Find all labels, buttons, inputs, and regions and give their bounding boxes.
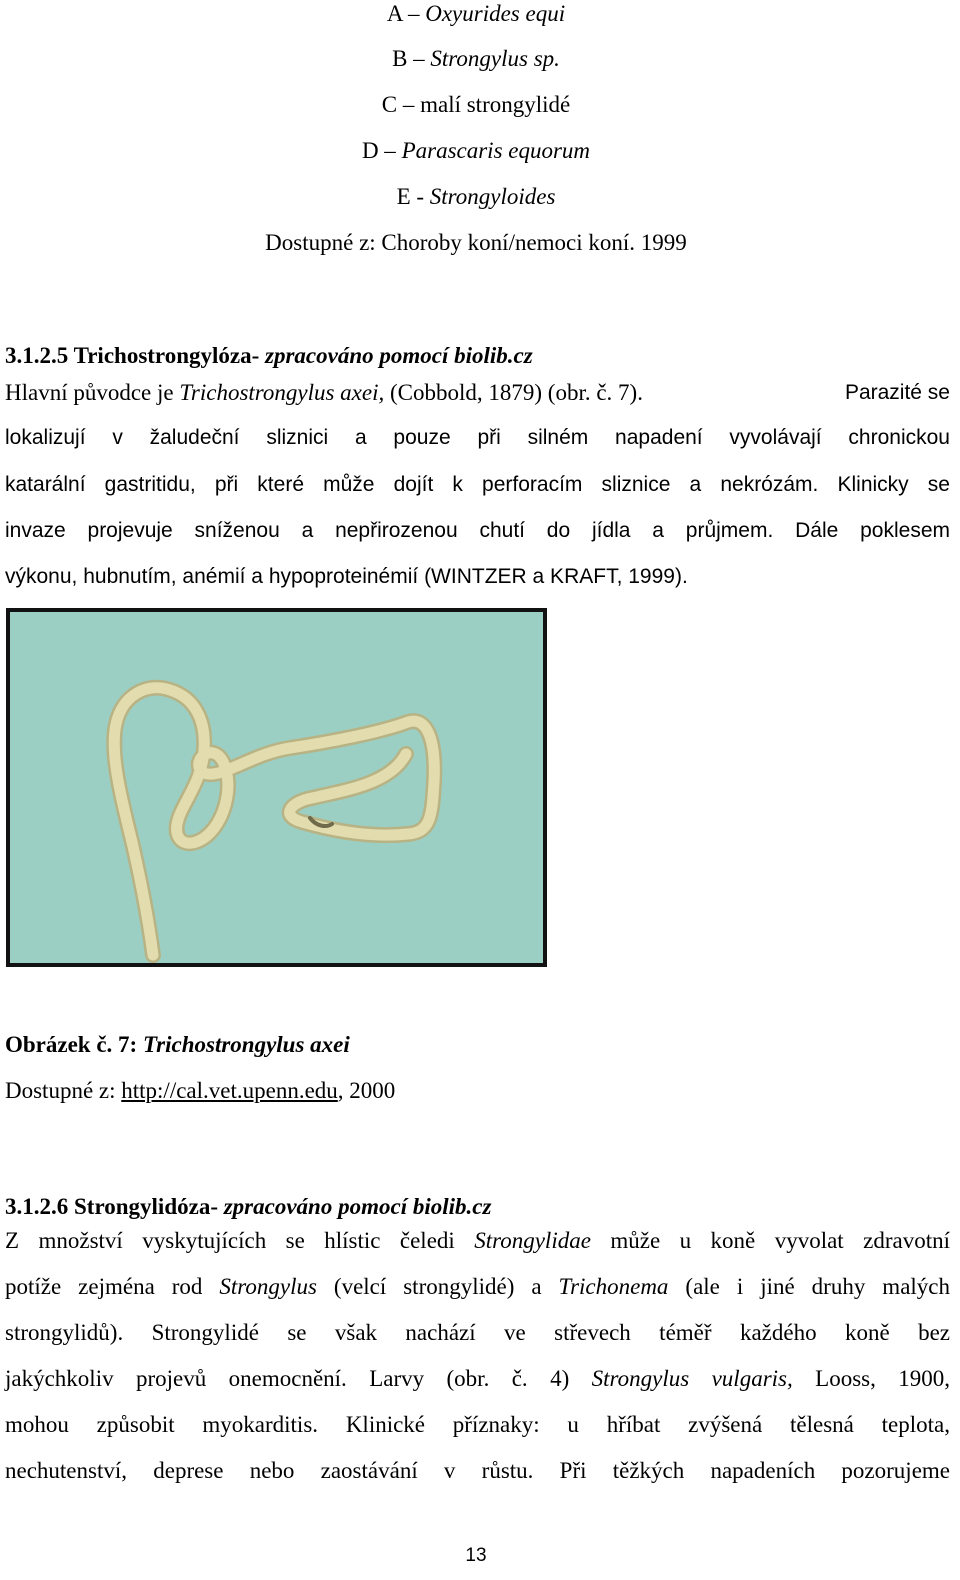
paragraph-line: nechutenství, deprese nebo zaostávání v růstu. Při těžkých napadeních pozorujeme — [5, 1458, 950, 1483]
paragraph-line: lokalizují v žaludeční sliznici a pouze při silném napadení vyvolávají chronickou — [5, 426, 950, 449]
legend-c: C – malí strongylidé — [381, 92, 571, 117]
paragraph-line: katarální gastritidu, při které může dojít k perforacím sliznice a nekrózám. Klinicky se — [5, 473, 950, 496]
paragraph-line: mohou způsobit myokarditis. Klinické příznaky: u hříbat zvýšená tělesná teplota, — [5, 1412, 950, 1437]
section-heading-strongylidosis: 3.1.2.6 Strongylidóza- zpracováno pomocí biolib.cz — [5, 1194, 492, 1219]
legend-d: D – Parascaris equorum — [361, 138, 591, 163]
legend-e: E - Strongyloides — [396, 184, 556, 209]
figure-trichostrongylus-photo — [6, 608, 547, 967]
legend-source: Dostupné z: Choroby koní/nemoci koní. 1999 — [265, 230, 687, 255]
figure-caption: Obrázek č. 7: Trichostrongylus axei — [5, 1032, 350, 1057]
page-number: 13 — [465, 1545, 487, 1566]
paragraph-line: invaze projevuje sníženou a nepřirozenou chutí do jídla a průjmem. Dále poklesem — [5, 519, 950, 542]
photo-background — [10, 612, 543, 963]
legend-b: B – Strongylus sp. — [392, 46, 560, 71]
paragraph-line: strongylidů). Strongylidé se však nachází ve střevech téměř každého koně bez — [5, 1320, 950, 1345]
legend-a: A – Oxyurides equi — [386, 1, 566, 26]
worm-photo-illustration — [10, 612, 543, 963]
paragraph-line: jakýchkoliv projevů onemocnění. Larvy (obr. č. 4) Strongylus vulgaris, Looss, 1900, — [5, 1366, 951, 1391]
paragraph-line: potíže zejména rod Strongylus (velcí strongylidé) a Trichonema (ale i jiné druhy malých — [5, 1274, 950, 1299]
source-link[interactable]: http://cal.vet.upenn.edu — [121, 1078, 338, 1103]
paragraph-line: Z množství vyskytujících se hlístic čeledi Strongylidae může u koně vyvolat zdravotní — [5, 1228, 950, 1253]
paragraph-line: Hlavní původce je Trichostrongylus axei, (Cobbold, 1879) (obr. č. 7). Parazité se — [5, 380, 950, 405]
figure-source: Dostupné z: http://cal.vet.upenn.edu, 2000 — [5, 1078, 396, 1103]
section-heading-trichostrongylosis: 3.1.2.5 Trichostrongylóza- zpracováno pomocí biolib.cz — [5, 343, 533, 368]
paragraph-line: výkonu, hubnutím, anémií a hypoproteinémií (WINTZER a KRAFT, 1999). — [5, 565, 688, 588]
